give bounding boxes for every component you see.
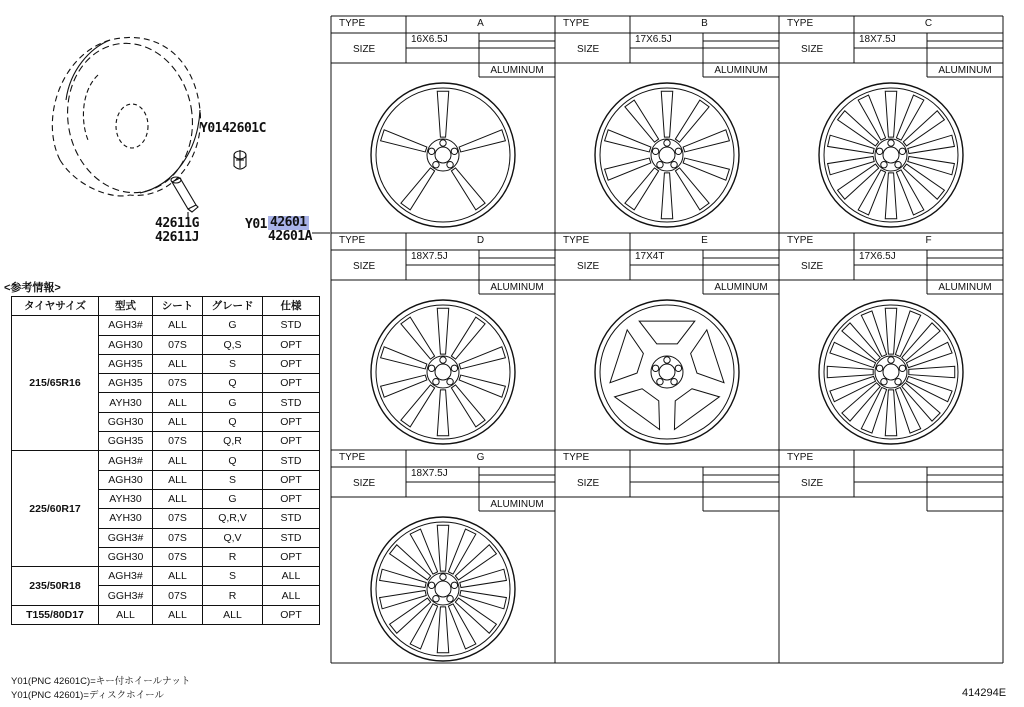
- model-cell: AGH3#: [99, 316, 153, 335]
- seat-cell: 07S: [153, 432, 203, 451]
- type-value-6: G: [476, 452, 485, 463]
- seat-cell: ALL: [153, 567, 203, 586]
- header-grade: グレード: [203, 297, 263, 316]
- grade-cell: Q,S: [203, 335, 263, 354]
- model-cell: AGH35: [99, 374, 153, 393]
- model-cell: AYH30: [99, 509, 153, 528]
- model-cell: AGH35: [99, 354, 153, 373]
- wheel-illustration-3[interactable]: [371, 300, 515, 444]
- tire-outline: [52, 37, 200, 195]
- seat-cell: 07S: [153, 509, 203, 528]
- spec-cell: STD: [263, 451, 320, 470]
- material-value-0: ALUMINUM: [490, 65, 544, 76]
- type-header-label-7: TYPE: [563, 452, 590, 463]
- header-seat: シート: [153, 297, 203, 316]
- spec-cell: OPT: [263, 489, 320, 508]
- spec-cell: OPT: [263, 335, 320, 354]
- wheel-illustration-0[interactable]: [371, 83, 515, 227]
- note-disc-wheel: Y01(PNC 42601)=ディスクホイール: [11, 690, 164, 701]
- grade-cell: Q,R: [203, 432, 263, 451]
- tire-size-cell: 225/60R17: [12, 451, 99, 567]
- size-header-label-6: SIZE: [353, 478, 376, 489]
- table-row: [12, 567, 320, 586]
- model-cell: GGH35: [99, 432, 153, 451]
- seat-cell: 07S: [153, 547, 203, 566]
- model-cell: ALL: [99, 605, 153, 624]
- size-value-0: 16X6.5J: [411, 34, 448, 45]
- spec-cell: ALL: [263, 567, 320, 586]
- header-tire-size: タイヤサイズ: [12, 297, 99, 316]
- spec-cell: OPT: [263, 470, 320, 489]
- model-cell: GGH3#: [99, 586, 153, 605]
- table-header-row: [12, 297, 320, 316]
- grade-cell: G: [203, 393, 263, 412]
- header-model: 型式: [99, 297, 153, 316]
- callout-wheel-42601a: 42601A: [268, 229, 312, 244]
- model-cell: AGH3#: [99, 567, 153, 586]
- grade-cell: S: [203, 354, 263, 373]
- spec-cell: STD: [263, 393, 320, 412]
- tire-size-cell: 235/50R18: [12, 567, 99, 606]
- wheel-illustration-2[interactable]: [819, 83, 963, 227]
- seat-cell: 07S: [153, 335, 203, 354]
- seat-cell: 07S: [153, 586, 203, 605]
- type-header-label-5: TYPE: [787, 235, 814, 246]
- model-cell: AGH3#: [99, 451, 153, 470]
- seat-cell: ALL: [153, 451, 203, 470]
- seat-cell: 07S: [153, 374, 203, 393]
- size-header-label-2: SIZE: [801, 44, 824, 55]
- spec-cell: ALL: [263, 586, 320, 605]
- type-header-label-0: TYPE: [339, 18, 366, 29]
- spec-cell: OPT: [263, 547, 320, 566]
- spec-cell: OPT: [263, 412, 320, 431]
- seat-cell: 07S: [153, 528, 203, 547]
- seat-cell: ALL: [153, 393, 203, 412]
- spec-cell: OPT: [263, 605, 320, 624]
- model-cell: AGH30: [99, 470, 153, 489]
- valve-stem-drawing: [171, 177, 198, 212]
- model-cell: AYH30: [99, 489, 153, 508]
- wheel-illustration-6[interactable]: [371, 517, 515, 661]
- seat-cell: ALL: [153, 489, 203, 508]
- grade-cell: G: [203, 316, 263, 335]
- model-cell: AYH30: [99, 393, 153, 412]
- callout-valve-42611g: 42611G: [155, 216, 199, 231]
- callout-wheel-prefix: Y01: [245, 217, 267, 232]
- size-header-label-3: SIZE: [353, 261, 376, 272]
- tire-face: [56, 33, 204, 202]
- seat-cell: ALL: [153, 316, 203, 335]
- grade-cell: R: [203, 547, 263, 566]
- type-header-label-4: TYPE: [563, 235, 590, 246]
- size-value-6: 18X7.5J: [411, 468, 448, 479]
- table-row: [12, 451, 320, 470]
- size-value-2: 18X7.5J: [859, 34, 896, 45]
- material-value-1: ALUMINUM: [714, 65, 768, 76]
- size-header-label-8: SIZE: [801, 478, 824, 489]
- spec-cell: OPT: [263, 432, 320, 451]
- type-header-label-3: TYPE: [339, 235, 366, 246]
- header-spec: 仕様: [263, 297, 320, 316]
- table-row: [12, 316, 320, 335]
- spec-cell: OPT: [263, 354, 320, 373]
- reference-table: [11, 296, 320, 625]
- grade-cell: Q: [203, 412, 263, 431]
- model-cell: GGH30: [99, 412, 153, 431]
- table-row: [12, 605, 320, 624]
- grade-cell: Q: [203, 451, 263, 470]
- spec-cell: OPT: [263, 374, 320, 393]
- grade-cell: Q: [203, 374, 263, 393]
- callout-valve-42611j: 42611J: [155, 230, 199, 245]
- seat-cell: ALL: [153, 605, 203, 624]
- diagram-reference-number: 414294E: [962, 687, 1007, 699]
- material-value-2: ALUMINUM: [938, 65, 992, 76]
- model-cell: AGH30: [99, 335, 153, 354]
- callout-lug-nut: Y0142601C: [200, 121, 266, 136]
- grade-cell: Q,V: [203, 528, 263, 547]
- type-value-4: E: [701, 235, 708, 246]
- grade-cell: S: [203, 470, 263, 489]
- hub-outline: [116, 104, 148, 148]
- size-value-4: 17X4T: [635, 251, 665, 262]
- seat-cell: ALL: [153, 470, 203, 489]
- seat-cell: ALL: [153, 354, 203, 373]
- seat-cell: ALL: [153, 412, 203, 431]
- size-value-3: 18X7.5J: [411, 251, 448, 262]
- type-value-5: F: [925, 235, 932, 246]
- type-value-0: A: [477, 18, 484, 29]
- tire-size-cell: 215/65R16: [12, 316, 99, 451]
- model-cell: GGH3#: [99, 528, 153, 547]
- size-header-label-7: SIZE: [577, 478, 600, 489]
- material-value-5: ALUMINUM: [938, 282, 992, 293]
- spec-cell: STD: [263, 316, 320, 335]
- wheel-illustration-1[interactable]: [595, 83, 739, 227]
- tire-size-cell: T155/80D17: [12, 605, 99, 624]
- type-value-1: B: [701, 18, 708, 29]
- note-key-nut: Y01(PNC 42601C)=キー付ホイールナット: [11, 676, 191, 687]
- type-header-label-2: TYPE: [787, 18, 814, 29]
- size-header-label-0: SIZE: [353, 44, 376, 55]
- material-value-3: ALUMINUM: [490, 282, 544, 293]
- wheel-illustration-5[interactable]: [819, 300, 963, 444]
- type-header-label-6: TYPE: [339, 452, 366, 463]
- size-header-label-1: SIZE: [577, 44, 600, 55]
- material-value-6: ALUMINUM: [490, 499, 544, 510]
- size-header-label-5: SIZE: [801, 261, 824, 272]
- spec-cell: STD: [263, 509, 320, 528]
- size-value-1: 17X6.5J: [635, 34, 672, 45]
- reference-title: <参考情報>: [4, 282, 61, 294]
- material-value-4: ALUMINUM: [714, 282, 768, 293]
- type-header-label-8: TYPE: [787, 452, 814, 463]
- wheel-illustration-4[interactable]: [595, 300, 739, 444]
- grade-cell: ALL: [203, 605, 263, 624]
- grade-cell: G: [203, 489, 263, 508]
- size-header-label-4: SIZE: [577, 261, 600, 272]
- grade-cell: S: [203, 567, 263, 586]
- model-cell: GGH30: [99, 547, 153, 566]
- callout-wheel-42601[interactable]: 42601: [270, 215, 307, 230]
- type-value-2: C: [924, 18, 933, 29]
- grade-cell: Q,R,V: [203, 509, 263, 528]
- grade-cell: R: [203, 586, 263, 605]
- type-value-3: D: [476, 235, 485, 246]
- spec-cell: STD: [263, 528, 320, 547]
- size-value-5: 17X6.5J: [859, 251, 896, 262]
- type-header-label-1: TYPE: [563, 18, 590, 29]
